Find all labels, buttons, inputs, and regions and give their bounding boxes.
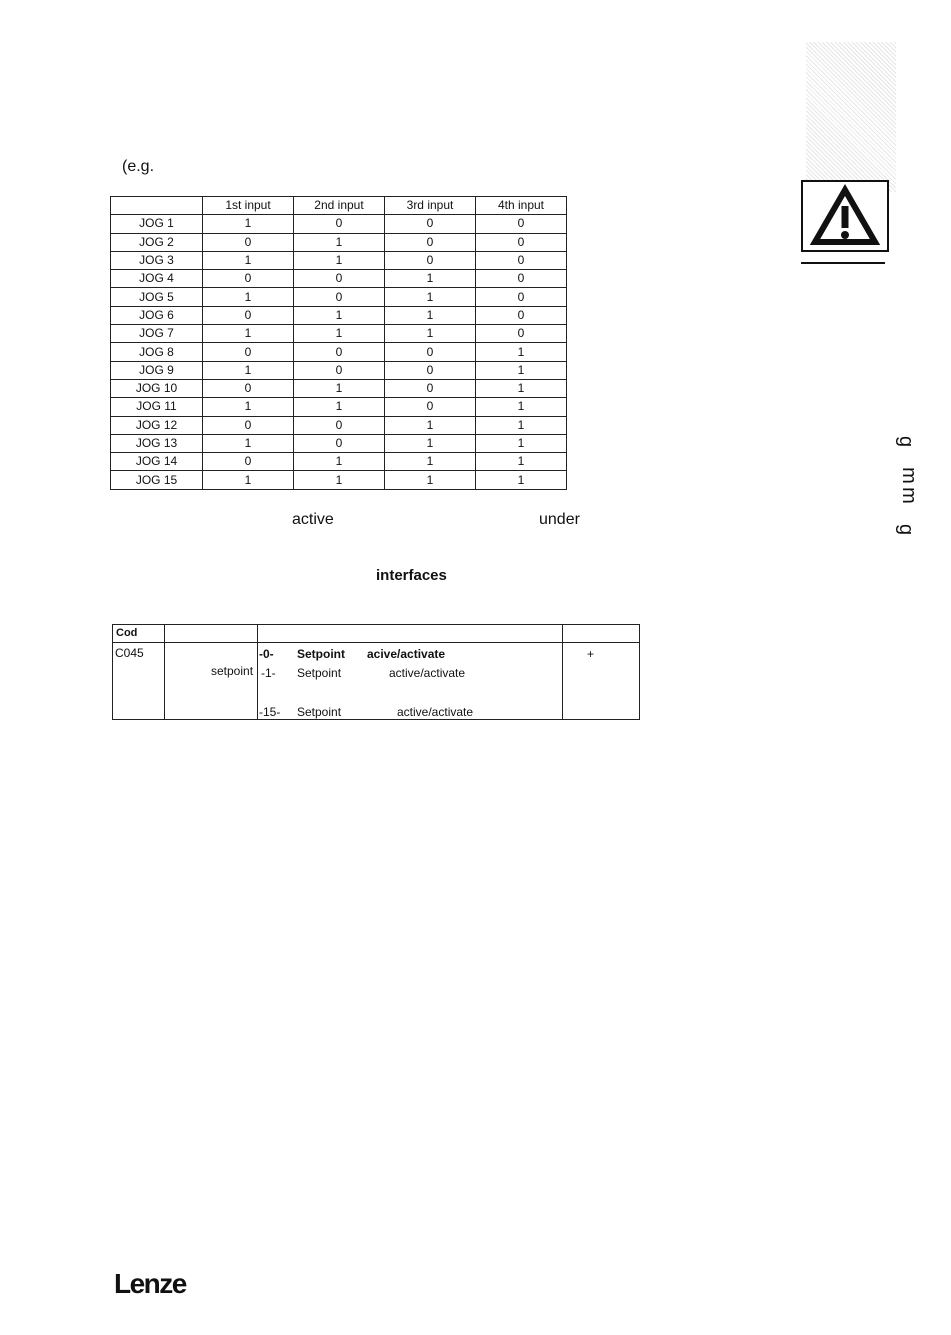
table-row [111,325,567,343]
jog-label: JOG 6 [111,306,203,324]
jog-input-table [110,196,567,490]
warning-triangle-icon [803,182,887,250]
input-bit: 1 [476,343,567,361]
input-bit: 0 [385,361,476,379]
input-bit: 1 [385,434,476,452]
input-bit: 0 [294,416,385,434]
input-bit: 1 [294,471,385,489]
jog-label: JOG 1 [111,215,203,233]
input-bit: 1 [385,471,476,489]
option-0-desc: acive/activate [367,647,446,661]
jog-label: JOG 13 [111,434,203,452]
jog-label: JOG 7 [111,325,203,343]
table-row [111,306,567,324]
jog-label: JOG 5 [111,288,203,306]
column-divider [257,625,258,719]
jog-label: JOG 4 [111,270,203,288]
code-table [112,624,640,720]
warning-rule [801,262,885,264]
input-bit: 1 [294,379,385,397]
table-row [111,251,567,269]
header-divider [113,642,639,643]
input-bit: 0 [476,233,567,251]
input-bit: 1 [476,398,567,416]
jog-label: JOG 10 [111,379,203,397]
option-0-text: Setpoint [297,647,345,661]
input-bit: 0 [203,270,294,288]
option-15-desc: active/activate [397,705,474,719]
section-heading-interfaces: interfaces [376,567,447,584]
plus-mark: + [587,647,595,661]
column-header: 1st input [203,197,294,215]
option-15-number: -15- [259,705,281,719]
input-bit: 0 [476,215,567,233]
input-bit: 1 [294,453,385,471]
table-row [111,215,567,233]
input-bit: 1 [476,416,567,434]
input-bit: 1 [476,453,567,471]
input-bit: 1 [203,361,294,379]
jog-label: JOG 15 [111,471,203,489]
input-bit: 0 [203,416,294,434]
table-row [111,361,567,379]
input-bit: 0 [294,215,385,233]
input-bit: 0 [476,270,567,288]
table-row [111,471,567,489]
input-bit: 1 [385,325,476,343]
input-bit: 1 [203,471,294,489]
input-bit: 0 [476,306,567,324]
input-bit: 0 [203,343,294,361]
example-note: (e.g. [122,158,155,175]
header-code: Cod [116,627,138,639]
margin-glyph: g [895,435,918,448]
input-bit: 1 [203,251,294,269]
input-bit: 1 [385,306,476,324]
input-bit: 0 [294,288,385,306]
input-bit: 0 [385,233,476,251]
jog-label: JOG 9 [111,361,203,379]
table-row [111,379,567,397]
column-header: 4th input [476,197,567,215]
table-row [111,288,567,306]
input-bit: 1 [203,215,294,233]
table-header-row [111,197,567,215]
input-bit: 1 [476,379,567,397]
jog-label: JOG 14 [111,453,203,471]
option-0-number: -0- [259,647,274,661]
column-header: 3rd input [385,197,476,215]
margin-glyph: m [897,487,920,504]
jog-label: JOG 2 [111,233,203,251]
header-blank [111,197,203,215]
margin-glyph: m [897,467,920,484]
input-bit: 0 [385,398,476,416]
code-id: C045 [115,646,144,660]
option-1-desc: active/activate [389,666,466,680]
column-divider [562,625,563,719]
input-bit: 0 [294,434,385,452]
text-under: under [539,511,580,528]
table-row [111,434,567,452]
jog-label: JOG 11 [111,398,203,416]
option-1-number: -1- [261,666,276,680]
input-bit: 1 [385,453,476,471]
input-bit: 1 [294,233,385,251]
input-bit: 1 [385,288,476,306]
table-row [111,343,567,361]
input-bit: 0 [203,306,294,324]
input-bit: 1 [294,251,385,269]
input-bit: 1 [203,325,294,343]
input-bit: 0 [385,343,476,361]
margin-hatch [806,42,896,192]
input-bit: 1 [294,398,385,416]
table-row [111,270,567,288]
input-bit: 0 [203,453,294,471]
input-bit: 0 [294,270,385,288]
margin-glyph: g [895,523,918,536]
column-divider [164,625,165,719]
input-bit: 1 [476,471,567,489]
input-bit: 0 [476,288,567,306]
input-bit: 1 [294,306,385,324]
input-bit: 0 [385,379,476,397]
input-bit: 0 [203,379,294,397]
jog-label: JOG 3 [111,251,203,269]
table-row [111,398,567,416]
input-bit: 1 [203,398,294,416]
jog-label: JOG 8 [111,343,203,361]
table-row [111,233,567,251]
input-bit: 1 [385,270,476,288]
input-bit: 1 [476,361,567,379]
warning-box [801,180,889,252]
column-header: 2nd input [294,197,385,215]
input-bit: 0 [294,343,385,361]
lenze-logo: Lenze [114,1268,186,1299]
input-bit: 0 [476,251,567,269]
input-bit: 0 [476,325,567,343]
input-bit: 1 [294,325,385,343]
input-bit: 1 [476,434,567,452]
input-bit: 0 [203,233,294,251]
input-bit: 0 [385,251,476,269]
table-row [111,453,567,471]
option-1-text: Setpoint [297,666,342,680]
input-bit: 1 [203,288,294,306]
input-bit: 1 [203,434,294,452]
jog-label: JOG 12 [111,416,203,434]
input-bit: 1 [385,416,476,434]
input-bit: 0 [294,361,385,379]
input-bit: 0 [385,215,476,233]
setpoint-label: setpoint [211,664,254,678]
text-active: active [292,511,334,528]
option-15-text: Setpoint [297,705,342,719]
table-row [111,416,567,434]
